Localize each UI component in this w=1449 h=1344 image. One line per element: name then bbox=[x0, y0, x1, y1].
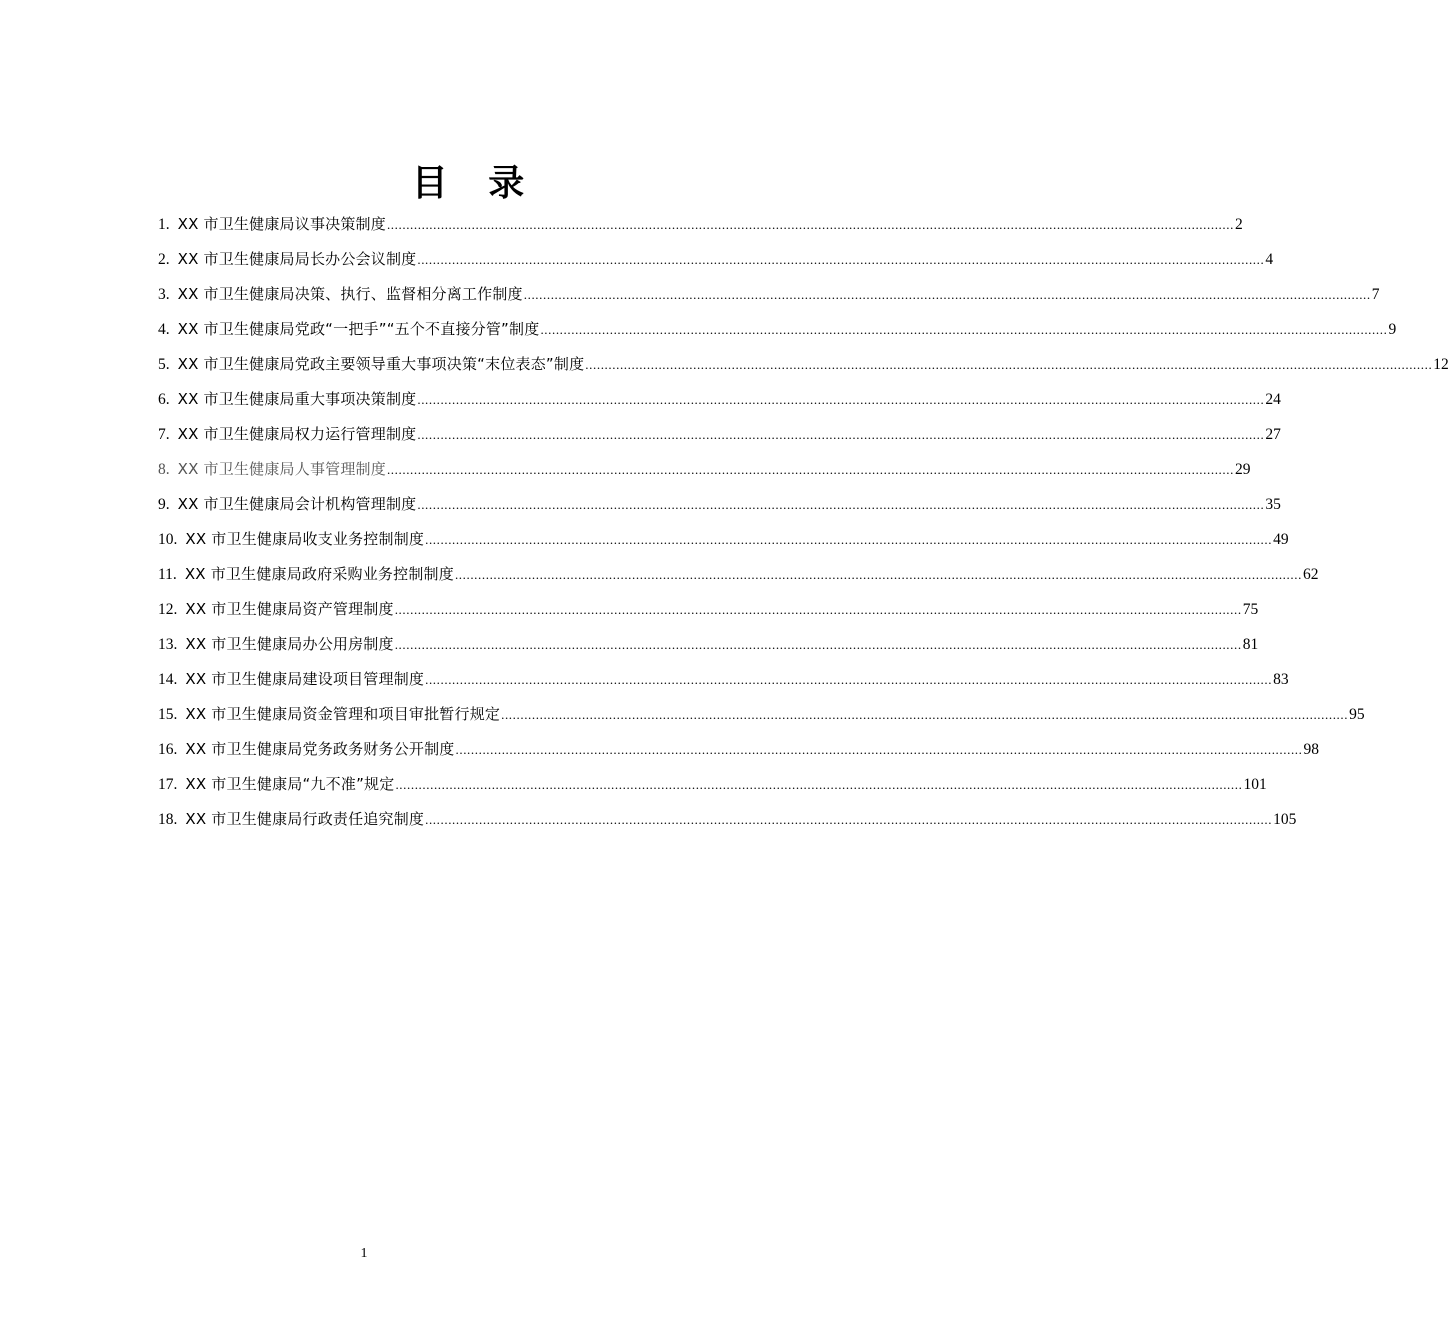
toc-entry[interactable] bbox=[158, 347, 1449, 382]
toc-dot-leader: ............................................................................................................................................................................................................................ bbox=[425, 532, 1273, 547]
toc-entry-page-number: 24 bbox=[1265, 391, 1281, 408]
toc-dot-leader: ............................................................................................................................................................................................................................ bbox=[394, 637, 1242, 652]
toc-entry[interactable] bbox=[158, 592, 1259, 627]
toc-entry-number: 8. bbox=[158, 461, 170, 478]
toc-entry-title: XX 市卫生健康局收支业务控制制度 bbox=[185, 530, 425, 548]
toc-entry-title: XX 市卫生健康局议事决策制度 bbox=[177, 215, 386, 233]
toc-entry-page-number: 27 bbox=[1265, 426, 1281, 443]
toc-entry-title: XX 市卫生健康局政府采购业务控制制度 bbox=[184, 565, 454, 583]
toc-entry-title: XX 市卫生健康局“九不准”规定 bbox=[185, 775, 395, 793]
toc-entry-page-number: 75 bbox=[1242, 601, 1259, 618]
toc-entry-page-number: 98 bbox=[1303, 741, 1319, 758]
toc-entry-page-number: 4 bbox=[1265, 251, 1274, 268]
toc-entry[interactable] bbox=[158, 697, 1365, 732]
toc-dot-leader: ............................................................................................................................................................................................................................ bbox=[425, 812, 1273, 827]
toc-entry-title: XX 市卫生健康局重大事项决策制度 bbox=[177, 390, 417, 408]
toc-title: 目 录 bbox=[411, 162, 539, 204]
toc-entry-number: 17. bbox=[158, 776, 178, 793]
toc-entry-page-number: 101 bbox=[1243, 776, 1267, 793]
toc-entry-number: 18. bbox=[158, 811, 178, 828]
toc-entry-page-number: 62 bbox=[1302, 566, 1319, 583]
toc-entry-title: XX 市卫生健康局办公用房制度 bbox=[185, 635, 394, 653]
toc-entry-title: XX 市卫生健康局党政“一把手”“五个不直接分管”制度 bbox=[177, 320, 540, 338]
toc-dot-leader: ............................................................................................................................................................................................................................ bbox=[417, 497, 1265, 512]
toc-entry-number: 4. bbox=[158, 321, 170, 338]
toc-entry-title: XX 市卫生健康局局长办公会议制度 bbox=[177, 250, 417, 268]
toc-entry-number: 15. bbox=[158, 706, 178, 723]
toc-entry-page-number: 95 bbox=[1349, 706, 1365, 723]
toc-dot-leader: ............................................................................................................................................................................................................................ bbox=[417, 427, 1265, 442]
toc-entry[interactable] bbox=[158, 557, 1319, 592]
toc-entry-page-number: 7 bbox=[1371, 286, 1380, 303]
toc-entry-number: 11. bbox=[158, 566, 177, 583]
toc-entry-number: 9. bbox=[158, 496, 170, 513]
toc-dot-leader: ............................................................................................................................................................................................................................ bbox=[394, 602, 1242, 617]
toc-dot-leader: ............................................................................................................................................................................................................................ bbox=[417, 252, 1265, 267]
toc-entry[interactable] bbox=[158, 732, 1319, 767]
table-of-contents bbox=[158, 207, 1449, 837]
toc-entry-number: 7. bbox=[158, 426, 170, 443]
toc-entry[interactable] bbox=[158, 487, 1281, 522]
toc-entry-title: XX 市卫生健康局党务政务财务公开制度 bbox=[185, 740, 455, 758]
toc-entry[interactable] bbox=[158, 382, 1281, 417]
toc-entry-page-number: 105 bbox=[1273, 811, 1297, 828]
toc-dot-leader: ............................................................................................................................................................................................................................ bbox=[454, 567, 1302, 582]
toc-entry-number: 10. bbox=[158, 531, 178, 548]
toc-entry-number: 1. bbox=[158, 216, 170, 233]
toc-entry-page-number: 49 bbox=[1273, 531, 1289, 548]
toc-entry-number: 16. bbox=[158, 741, 178, 758]
toc-dot-leader: ............................................................................................................................................................................................................................ bbox=[417, 392, 1265, 407]
toc-entry[interactable] bbox=[158, 662, 1289, 697]
toc-entry-page-number: 35 bbox=[1265, 496, 1281, 513]
toc-entry-number: 14. bbox=[158, 671, 178, 688]
toc-entry-title: XX 市卫生健康局权力运行管理制度 bbox=[177, 425, 417, 443]
toc-entry[interactable] bbox=[158, 767, 1267, 802]
toc-dot-leader: ............................................................................................................................................................................................................................ bbox=[425, 672, 1273, 687]
toc-entry-page-number: 81 bbox=[1242, 636, 1259, 653]
toc-dot-leader: ............................................................................................................................................................................................................................ bbox=[585, 357, 1433, 372]
toc-entry-title: XX 市卫生健康局人事管理制度 bbox=[177, 460, 386, 478]
toc-entry[interactable] bbox=[158, 417, 1281, 452]
toc-entry-page-number: 12 bbox=[1433, 356, 1449, 373]
toc-entry-page-number: 83 bbox=[1273, 671, 1289, 688]
toc-entry-number: 2. bbox=[158, 251, 170, 268]
toc-entry[interactable] bbox=[158, 242, 1274, 277]
toc-entry-number: 3. bbox=[158, 286, 170, 303]
toc-dot-leader: ............................................................................................................................................................................................................................ bbox=[523, 287, 1371, 302]
toc-entry-page-number: 9 bbox=[1388, 321, 1397, 338]
toc-entry-title: XX 市卫生健康局会计机构管理制度 bbox=[177, 495, 417, 513]
toc-entry-number: 5. bbox=[158, 356, 170, 373]
toc-entry-page-number: 2 bbox=[1234, 216, 1243, 233]
toc-entry-title: XX 市卫生健康局资金管理和项目审批暂行规定 bbox=[185, 705, 501, 723]
toc-entry-title: XX 市卫生健康局党政主要领导重大事项决策“末位表态”制度 bbox=[177, 355, 585, 373]
toc-dot-leader: ............................................................................................................................................................................................................................ bbox=[540, 322, 1388, 337]
toc-entry-title: XX 市卫生健康局决策、执行、监督相分离工作制度 bbox=[177, 285, 523, 303]
toc-entry-number: 6. bbox=[158, 391, 170, 408]
footer-page-number: 1 bbox=[360, 1246, 368, 1261]
toc-entry-title: XX 市卫生健康局资产管理制度 bbox=[185, 600, 394, 618]
toc-entry-number: 12. bbox=[158, 601, 178, 618]
toc-entry-number: 13. bbox=[158, 636, 178, 653]
toc-dot-leader: ............................................................................................................................................................................................................................ bbox=[455, 742, 1303, 757]
toc-dot-leader: ............................................................................................................................................................................................................................ bbox=[386, 217, 1234, 232]
toc-entry[interactable] bbox=[158, 207, 1243, 242]
toc-entry[interactable] bbox=[158, 452, 1251, 487]
toc-dot-leader: ............................................................................................................................................................................................................................ bbox=[395, 777, 1243, 792]
toc-dot-leader: ............................................................................................................................................................................................................................ bbox=[386, 462, 1234, 477]
toc-entry[interactable] bbox=[158, 627, 1259, 662]
toc-entry-title: XX 市卫生健康局建设项目管理制度 bbox=[185, 670, 425, 688]
toc-entry[interactable] bbox=[158, 312, 1397, 347]
toc-entry[interactable] bbox=[158, 522, 1289, 557]
toc-entry[interactable] bbox=[158, 802, 1297, 837]
toc-entry[interactable] bbox=[158, 277, 1380, 312]
toc-entry-title: XX 市卫生健康局行政责任追究制度 bbox=[185, 810, 425, 828]
toc-entry-page-number: 29 bbox=[1234, 461, 1251, 478]
toc-dot-leader: ............................................................................................................................................................................................................................ bbox=[501, 707, 1349, 722]
